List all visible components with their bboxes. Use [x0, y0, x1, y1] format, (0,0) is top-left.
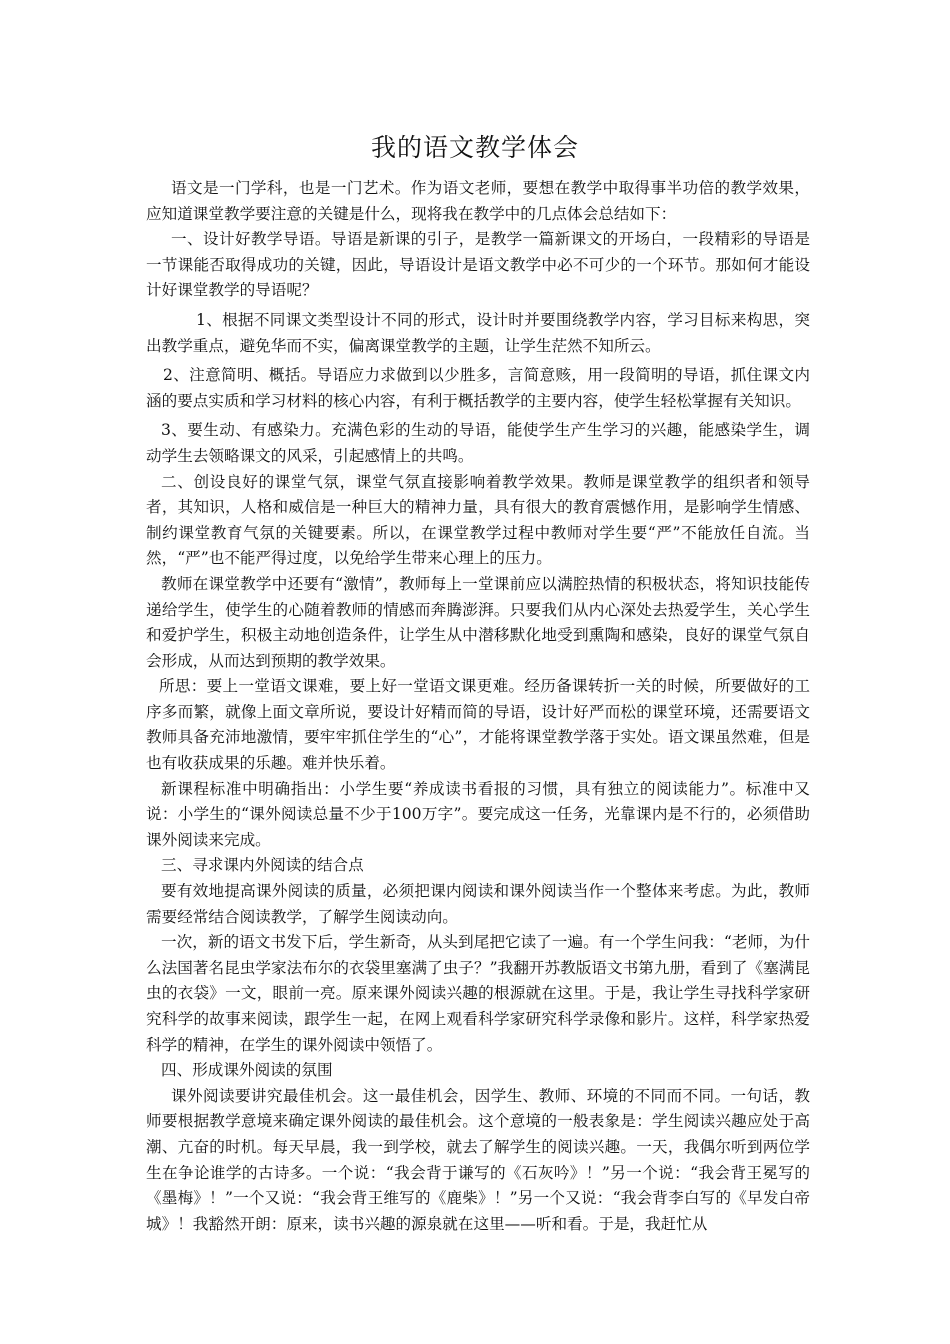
paragraph-curriculum: 新课程标准中明确指出：小学生要“养成读书看报的习惯，具有独立的阅读能力”。标准中又说：小学生的“课外阅读总量不少于100万字”。要完成这一任务，光靠课内是不行的，必须借助课外阅读来完成。: [146, 779, 810, 849]
paragraph-reflection: 所思：要上一堂语文课难，要上好一堂语文课更难。经历备课转折一关的时候，所要做好的工序多而繁，就像上面文章所说，要设计好精而简的导语，设计好严而松的课堂环境，还需要语文教师具备充沛地激情，要牢牢抓住学生的“心”，才能将课堂教学落于实处。语文课虽然难，但是也有收获成果的乐趣。难并快乐着。: [146, 677, 810, 773]
paragraph-atmosphere: 课外阅读要讲究最佳机会。这一最佳机会，因学生、教师、环境的不同而不同。一句话，教师要根据教学意境来确定课外阅读的最佳机会。这个意境的一般表象是：学生阅读兴趣应处于高潮、亢奋的时机。每天早晨，我一到学校，就去了解学生的阅读兴趣。一天，我偶尔听到两位学生在争论谁学的古诗多。一个说：“我会背于谦写的《石灰吟》！”另一个说：“我会背王冕写的《墨梅》！”一个又说：“我会背王维写的《鹿柴》！”另一个又说：“我会背李白写的《早发白帝城》！我豁然开朗：原来，读书兴趣的源泉就在这里——听和看。于是，我赶忙从: [146, 1086, 810, 1233]
paragraph-section-two: 二、创设良好的课堂气氛，课堂气氛直接影响着教学效果。教师是课堂教学的组织者和领导者，其知识，人格和威信是一种巨大的精神力量，具有很大的教育震憾作用，是影响学生情感、制约课堂教育气氛的关键要素。所以，在课堂教学过程中教师对学生要“严”不能放任自流。当然，“严”也不能严得过度，以免给学生带来心理上的压力。: [146, 472, 810, 568]
paragraph-point-two: 2、注意简明、概括。导语应力求做到以少胜多，言简意赅，用一段简明的导语，抓住课文内涵的要点实质和学习材料的核心内容，有利于概括教学的主要内容，使学生轻松掌握有关知识。: [146, 366, 810, 410]
heading-section-three: 三、寻求课内外阅读的结合点: [161, 856, 364, 875]
paragraph-intro: 语文是一门学科，也是一门艺术。作为语文老师，要想在教学中取得事半功倍的教学效果，应知道课堂教学要注意的关键是什么，现将我在教学中的几点体会总结如下：: [146, 179, 810, 223]
paragraph-passion: 教师在课堂教学中还要有“激情”，教师每上一堂课前应以满腔热情的积极状态，将知识技能传递给学生，使学生的心随着教师的情感而奔腾澎湃。只要我们从内心深处去热爱学生，关心学生和爱护学生，积极主动地创造条件，让学生从中潜移默化地受到熏陶和感染，良好的课堂气氛自会形成，从而达到预期的教学效果。: [146, 574, 810, 670]
paragraph-integration: 要有效地提高课外阅读的质量，必须把课内阅读和课外阅读当作一个整体来考虑。为此，教师需要经常结合阅读教学，了解学生阅读动向。: [146, 882, 810, 926]
document-body: [146, 176, 810, 1237]
paragraph-anecdote: 一次，新的语文书发下后，学生新奇，从头到尾把它读了一遍。有一个学生问我：“老师，为什么法国著名昆虫学家法布尔的衣袋里塞满了虫子？”我翻开苏教版语文书第九册，看到了《塞满昆虫的衣袋》一文，眼前一亮。原来课外阅读兴趣的根源就在这里。于是，我让学生寻找科学家研究科学的故事来阅读，跟学生一起，在网上观看科学家研究科学录像和影片。这样，科学家热爱科学的精神，在学生的课外阅读中领悟了。: [146, 933, 810, 1054]
page-title: 我的语文教学体会: [370, 133, 579, 162]
paragraph-point-one: 1、根据不同课文类型设计不同的形式，设计时并要围绕教学内容，学习目标来构思，突出教学重点，避免华而不实，偏离课堂教学的主题，让学生茫然不知所云。: [146, 310, 810, 355]
heading-section-four: 四、形成课外阅读的氛围: [161, 1061, 333, 1080]
paragraph-section-one: 一、设计好教学导语。导语是新课的引子，是教学一篇新课文的开场白，一段精彩的导语是一节课能否取得成功的关键，因此，导语设计是语文教学中必不可少的一个环节。那如何才能设计好课堂教学的导语呢？: [146, 230, 810, 300]
paragraph-point-three: 3、要生动、有感染力。充满色彩的生动的导语，能使学生产生学习的兴趣，能感染学生，调动学生去领略课文的风采，引起感情上的共鸣。: [146, 421, 810, 465]
